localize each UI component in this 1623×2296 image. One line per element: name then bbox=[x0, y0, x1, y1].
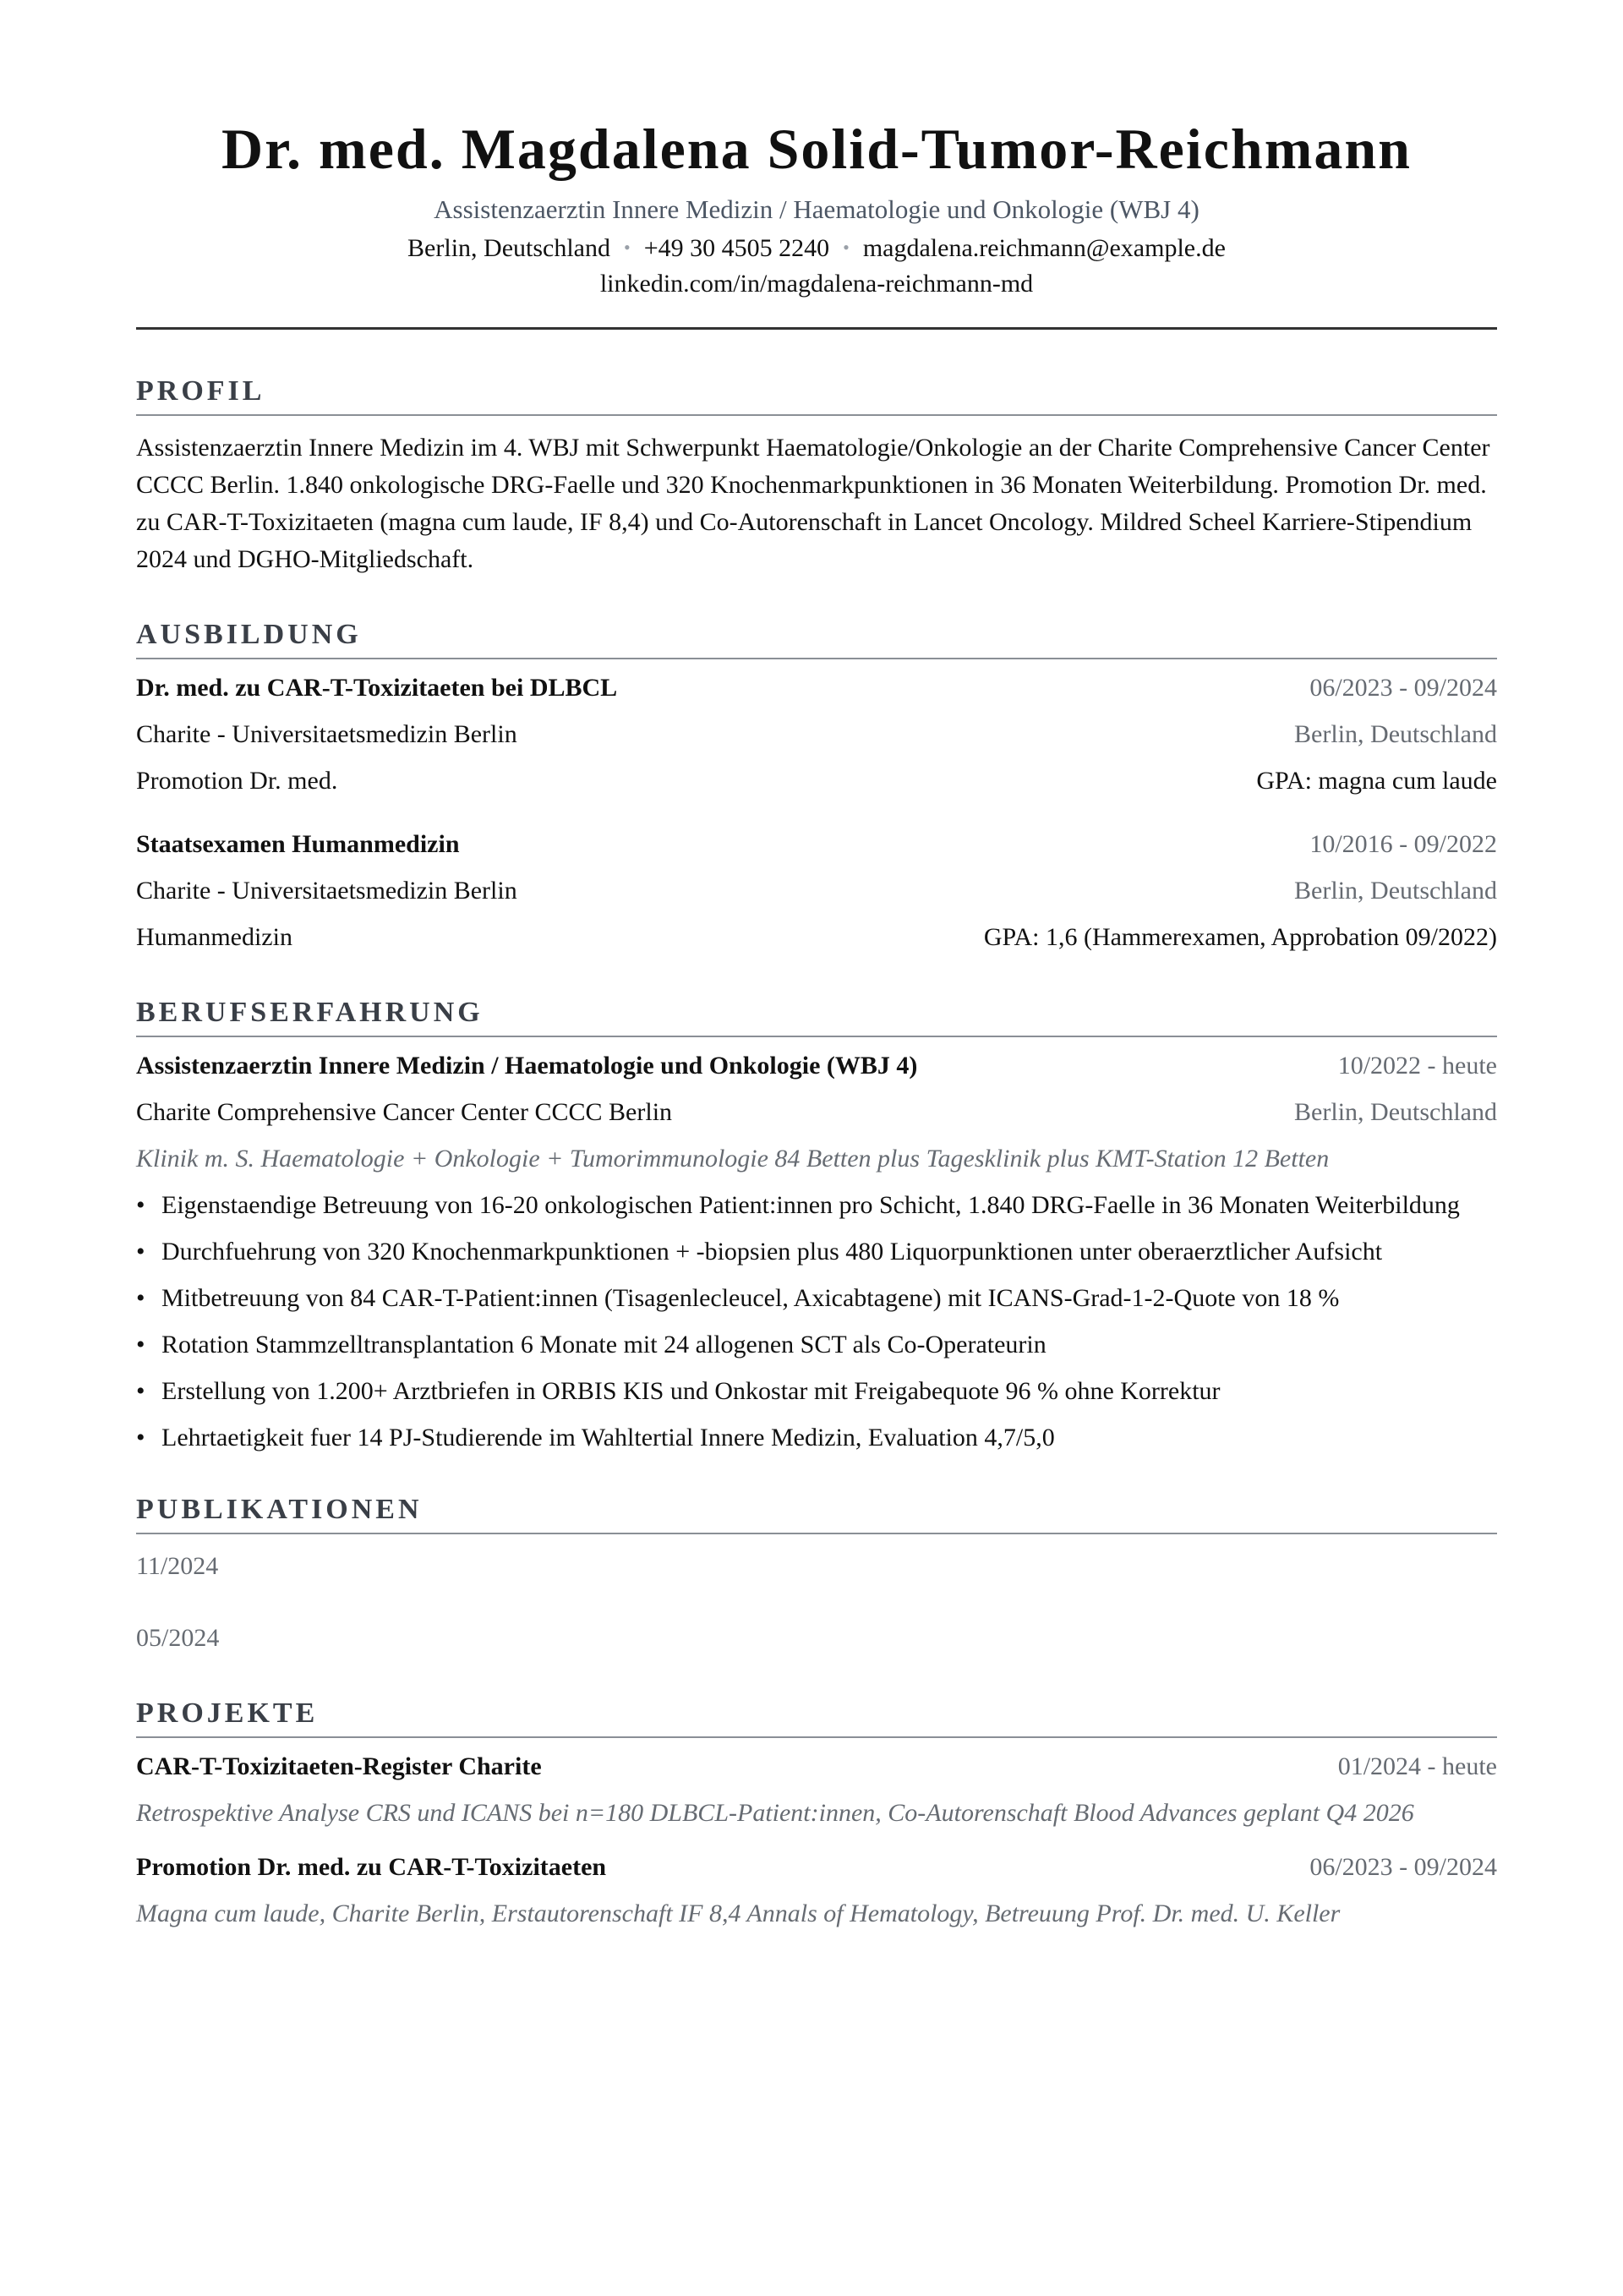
resume-content bbox=[136, 0, 1497, 1931]
section-profile bbox=[136, 374, 1497, 578]
resume-header bbox=[136, 0, 1497, 330]
education-school-row bbox=[136, 874, 1497, 908]
contact-phone[interactable]: +49 30 4505 2240 bbox=[643, 234, 830, 262]
education-school: Charite - Universitaetsmedizin Berlin bbox=[136, 720, 517, 748]
project-dates: 06/2023 - 09/2024 bbox=[1309, 1853, 1497, 1881]
experience-bullet: • Erstellung von 1.200+ Arztbriefen in ORBIS KIS und Onkostar mit Freigabequote 96 % ohne Korrektur bbox=[136, 1375, 1497, 1408]
education-degree: Dr. med. zu CAR-T-Toxizitaeten bei DLBCL bbox=[136, 674, 618, 702]
publication-date: 11/2024 bbox=[136, 1552, 219, 1580]
education-school: Charite - Universitaetsmedizin Berlin bbox=[136, 877, 517, 905]
project-description: Magna cum laude, Charite Berlin, Erstautorenschaft IF 8,4 Annals of Hematology, Betreuung Prof. Dr. med. U. Keller bbox=[136, 1900, 1341, 1927]
project-description: Retrospektive Analyse CRS und ICANS bei n=180 DLBCL-Patient:innen, Co-Autorenschaft Blood Advances geplant Q4 2026 bbox=[136, 1799, 1414, 1827]
section-divider bbox=[136, 1036, 1497, 1037]
project-entry bbox=[136, 1850, 1497, 1931]
project-title: CAR-T-Toxizitaeten-Register Charite bbox=[136, 1752, 542, 1780]
education-dates: 06/2023 - 09/2024 bbox=[1309, 674, 1497, 702]
project-dates: 01/2024 - heute bbox=[1337, 1752, 1497, 1780]
contact-linkedin[interactable]: linkedin.com/in/magdalena-reichmann-md bbox=[599, 270, 1034, 298]
section-heading-publications: PUBLIKATIONEN bbox=[136, 1494, 423, 1525]
experience-location: Berlin, Deutschland bbox=[1294, 1098, 1497, 1126]
project-title: Promotion Dr. med. zu CAR-T-Toxizitaeten bbox=[136, 1853, 607, 1881]
contact-separator: • bbox=[843, 237, 850, 258]
contact-separator: • bbox=[624, 237, 631, 258]
project-title-row bbox=[136, 1850, 1497, 1884]
experience-bullets bbox=[136, 1189, 1497, 1455]
section-heading-experience: BERUFSERFAHRUNG bbox=[136, 997, 484, 1028]
experience-employer: Charite Comprehensive Cancer Center CCCC Berlin bbox=[136, 1098, 673, 1126]
education-degree-row bbox=[136, 828, 1497, 861]
education-gpa: GPA: 1,6 (Hammerexamen, Approbation 09/2022) bbox=[983, 923, 1497, 951]
education-degree-row bbox=[136, 671, 1497, 705]
education-field: Humanmedizin bbox=[136, 923, 292, 951]
header-divider bbox=[136, 327, 1497, 330]
candidate-title: Assistenzaerztin Innere Medizin / Haematologie und Onkologie (WBJ 4) bbox=[434, 194, 1199, 224]
section-heading-education: AUSBILDUNG bbox=[136, 619, 362, 650]
experience-role-row bbox=[136, 1049, 1497, 1083]
education-entry bbox=[136, 828, 1497, 954]
education-dates: 10/2016 - 09/2022 bbox=[1309, 830, 1497, 858]
section-divider bbox=[136, 1736, 1497, 1738]
section-heading-projects: PROJEKTE bbox=[136, 1697, 319, 1729]
section-publications bbox=[136, 1492, 1497, 1655]
education-school-row bbox=[136, 718, 1497, 752]
education-gpa: GPA: magna cum laude bbox=[1256, 767, 1497, 795]
publication-date: 05/2024 bbox=[136, 1624, 220, 1652]
education-location: Berlin, Deutschland bbox=[1294, 877, 1497, 905]
project-entry bbox=[136, 1750, 1497, 1830]
section-projects bbox=[136, 1696, 1497, 1931]
section-divider bbox=[136, 414, 1497, 416]
candidate-name: Dr. med. Magdalena Solid-Tumor-Reichmann bbox=[221, 117, 1412, 181]
education-field-row bbox=[136, 921, 1497, 954]
section-heading-profile: PROFIL bbox=[136, 375, 265, 407]
contact-email[interactable]: magdalena.reichmann@example.de bbox=[862, 234, 1226, 262]
experience-bullet: • Durchfuehrung von 320 Knochenmarkpunktionen + -biopsien plus 480 Liquorpunktionen unter oberaerztlicher Aufsicht bbox=[136, 1235, 1497, 1269]
education-location: Berlin, Deutschland bbox=[1294, 720, 1497, 748]
experience-bullet: • Mitbetreuung von 84 CAR-T-Patient:innen (Tisagenlecleucel, Axicabtagene) mit ICANS-Grad-1-2-Quote von 18 % bbox=[136, 1282, 1497, 1315]
profile-text: Assistenzaerztin Innere Medizin im 4. WBJ mit Schwerpunkt Haematologie/Onkologie an der Charite Comprehensive Cancer Center CCCC Berlin. 1.840 onkologische DRG-Faelle und 320 Knochenmarkpunktionen in 36 Monaten Weiterbildung. Promotion Dr. med. zu CAR-T-Toxizitaeten (magna cum laude, IF 8,4) und Co-Autorenschaft in Lancet Oncology. Mildred Scheel Karriere-Stipendium 2024 und DGHO-Mitgliedschaft. bbox=[136, 434, 1490, 573]
project-title-row bbox=[136, 1750, 1497, 1784]
education-degree: Staatsexamen Humanmedizin bbox=[136, 830, 460, 858]
section-education bbox=[136, 617, 1497, 954]
experience-note: Klinik m. S. Haematologie + Onkologie + Tumorimmunologie 84 Betten plus Tagesklinik plus KMT-Station 12 Betten bbox=[136, 1145, 1330, 1173]
experience-bullet: • Lehrtaetigkeit fuer 14 PJ-Studierende im Wahltertial Innere Medizin, Evaluation 4,7/5,0 bbox=[136, 1421, 1497, 1455]
contact-location: Berlin, Deutschland bbox=[407, 234, 610, 262]
experience-employer-row bbox=[136, 1096, 1497, 1129]
experience-role: Assistenzaerztin Innere Medizin / Haematologie und Onkologie (WBJ 4) bbox=[136, 1052, 918, 1080]
contact-line bbox=[136, 232, 1497, 267]
section-divider bbox=[136, 1533, 1497, 1534]
experience-bullet: • Eigenstaendige Betreuung von 16-20 onkologischen Patient:innen pro Schicht, 1.840 DRG-Faelle in 36 Monaten Weiterbildung bbox=[136, 1189, 1497, 1222]
section-divider bbox=[136, 658, 1497, 659]
education-field-row bbox=[136, 764, 1497, 798]
experience-bullet: • Rotation Stammzelltransplantation 6 Monate mit 24 allogenen SCT als Co-Operateurin bbox=[136, 1328, 1497, 1362]
section-experience bbox=[136, 995, 1497, 1455]
experience-dates: 10/2022 - heute bbox=[1337, 1052, 1497, 1080]
education-entry bbox=[136, 671, 1497, 798]
education-field: Promotion Dr. med. bbox=[136, 767, 338, 795]
experience-entry bbox=[136, 1049, 1497, 1455]
